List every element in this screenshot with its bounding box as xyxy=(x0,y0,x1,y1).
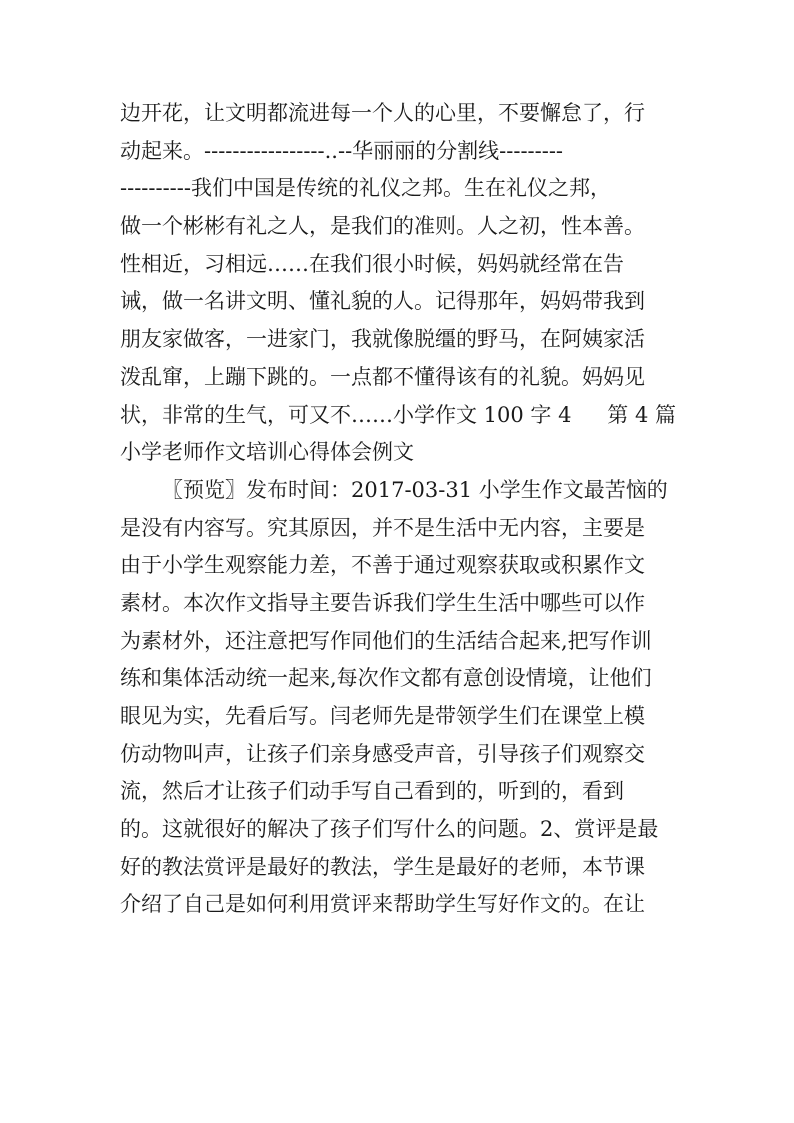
text-line xyxy=(120,283,676,321)
text-line xyxy=(120,170,676,208)
text-line xyxy=(120,133,676,171)
line-text: 流，然后才让孩子们动手写自己看到的，听到的，看到 xyxy=(120,779,624,804)
text-line xyxy=(120,698,676,736)
line-text: 好的教法赏评是最好的教法，学生是最好的老师，本节课 xyxy=(120,854,645,879)
text-line xyxy=(120,359,676,397)
text-line xyxy=(120,811,676,849)
text-line xyxy=(120,623,676,661)
text-line xyxy=(120,510,676,548)
line-text: 由于小学生观察能力差，不善于通过观察获取或积累作文 xyxy=(120,553,645,578)
text-line xyxy=(120,585,676,623)
line-text: 素材。本次作文指导主要告诉我们学生生活中哪些可以作 xyxy=(120,590,645,615)
line-text: 诫，做一名讲文明、懂礼貌的人。记得那年，妈妈带我到 xyxy=(120,289,645,314)
line-text: 朋友家做客，一进家门，我就像脱缰的野马，在阿姨家活 xyxy=(120,327,645,352)
line-text: 性相近，习相远……在我们很小时候，妈妈就经常在告 xyxy=(120,251,624,276)
line-text: 眼见为实，先看后写。闫老师先是带领学生们在课堂上模 xyxy=(120,704,645,728)
section-title xyxy=(120,434,676,472)
line-text: ----------我们中国是传统的礼仪之邦。生在礼仪之邦， xyxy=(120,176,611,201)
text-line xyxy=(120,849,676,887)
line-text: 做一个彬彬有礼之人，是我们的准则。人之初，性本善。 xyxy=(120,214,645,239)
line-text: 为素材外，还注意把写作同他们的生活结合起来,把写作训 xyxy=(120,628,652,653)
body-text xyxy=(120,95,676,924)
line-text: 状，非常的生气，可又不……小学作文 100 字 4 xyxy=(120,402,572,427)
text-line xyxy=(120,95,676,133)
section-number: 第 4 篇 xyxy=(607,402,676,427)
line-text: 是没有内容写。究其原因，并不是生活中无内容，主要是 xyxy=(120,515,645,540)
line-text: 边开花，让文明都流进每一个人的心里，不要懈怠了，行 xyxy=(120,101,645,125)
section-title-text: 小学老师作文培训心得体会例文 xyxy=(120,440,414,465)
text-line xyxy=(120,660,676,698)
spacer xyxy=(571,397,607,435)
line-text: 介绍了自己是如何利用赏评来帮助学生写好作文的。在让 xyxy=(120,892,645,917)
text-line xyxy=(120,547,676,585)
line-text: 泼乱窜，上蹦下跳的。一点都不懂得该有的礼貌。妈妈见 xyxy=(120,364,645,389)
text-line xyxy=(120,886,676,924)
text-line xyxy=(120,397,676,435)
text-line xyxy=(120,208,676,246)
text-line xyxy=(120,773,676,811)
text-line xyxy=(120,472,676,510)
line-text: 练和集体活动统一起来,每次作文都有意创设情境，让他们 xyxy=(120,666,652,691)
line-text: 仿动物叫声，让孩子们亲身感受声音，引导孩子们观察交 xyxy=(120,741,645,766)
text-line xyxy=(120,246,676,284)
line-text: 〖预览〗发布时间：2017-03-31 小学生作文最苦恼的 xyxy=(162,477,668,502)
text-line xyxy=(120,736,676,774)
text-line xyxy=(120,321,676,359)
line-text: 的。这就很好的解决了孩子们写什么的问题。2、赏评是最 xyxy=(120,817,659,842)
line-text: 动起来。-----------------..--华丽丽的分割线--------- xyxy=(120,138,564,163)
